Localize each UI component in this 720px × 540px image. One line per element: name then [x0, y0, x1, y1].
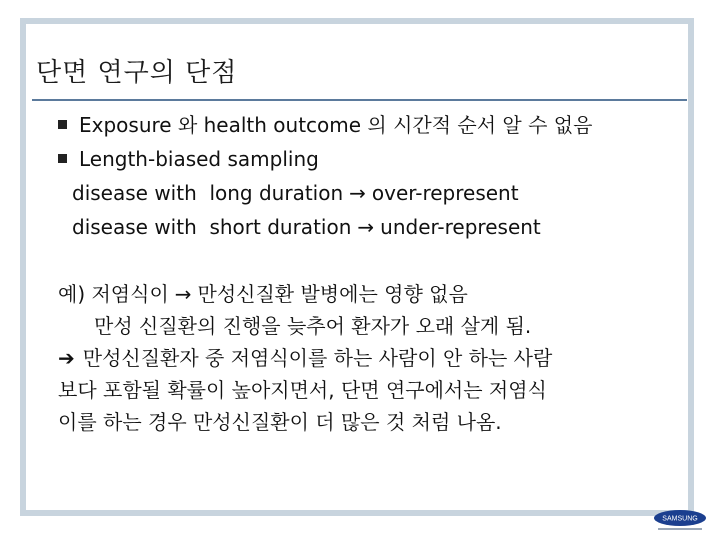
bullet-text: Exposure 와 health outcome 의 시간적 순서 알 수 없음: [79, 113, 593, 137]
example-line: 만성 신질환의 진행을 늦추어 환자가 오래 살게 됨.: [94, 314, 532, 338]
bold-arrow-right-icon: ➔: [58, 346, 75, 370]
example-line1-after: 만성신질환 발병에는 영향 없음: [197, 282, 468, 306]
sub-line: [58, 210, 541, 244]
sub-line-before: disease with long duration: [72, 181, 344, 205]
example-line3: 만성신질환자 중 저염식이를 하는 사람이 안 하는 사람: [82, 346, 553, 370]
square-bullet-icon: [58, 120, 67, 129]
arrow-right-icon: →: [349, 181, 366, 205]
square-bullet-icon: [58, 154, 67, 163]
logo-text: SAMSUNG: [662, 515, 698, 523]
sub-line-after: over-represent: [371, 181, 519, 205]
example-line: [58, 342, 552, 374]
example-line: [58, 278, 468, 310]
example-line: 보다 포함될 확률이 높아지면서, 단면 연구에서는 저염식: [58, 378, 547, 402]
bullet-text: Length-biased sampling: [79, 147, 319, 171]
sub-line: [58, 176, 519, 210]
slide-frame: [20, 18, 694, 516]
sub-line-after: under-represent: [380, 215, 541, 239]
bullet-item: [58, 108, 592, 142]
arrow-right-icon: →: [174, 282, 192, 306]
example-line: 이를 하는 경우 만성신질환이 더 많은 것 처럼 나옴.: [58, 410, 502, 434]
example-line1-before: 예) 저염식이: [58, 282, 169, 306]
sub-line-before: disease with short duration: [72, 215, 352, 239]
bullet-item: [58, 142, 319, 176]
title-divider: [32, 99, 687, 101]
samsung-logo: [652, 508, 708, 532]
slide-title: 단면 연구의 단점: [36, 58, 238, 88]
arrow-right-icon: →: [357, 215, 375, 239]
